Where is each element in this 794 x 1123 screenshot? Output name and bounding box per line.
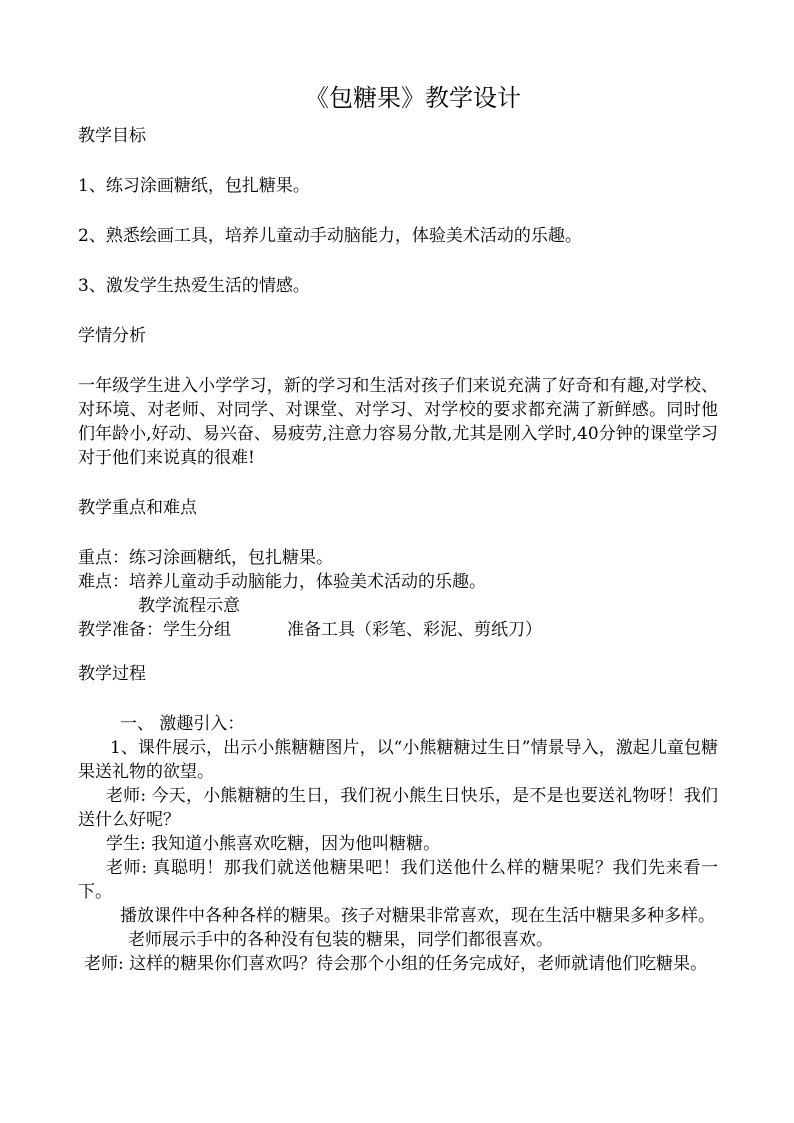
goal-item-1: 1、练习涂画糖纸，包扎糖果。	[78, 176, 310, 196]
process-paragraph-5: 播放课件中各种各样的糖果。孩子对糖果非常喜欢，现在生活中糖果多种多样。	[120, 906, 715, 926]
document-body	[78, 82, 718, 976]
analysis-paragraph: 一年级学生进入小学学习，新的学习和生活对孩子们来说充满了好奇和有趣,对学校、对环境、对老师、对同学、对课堂、对学习、对学校的要求都充满了新鲜感。同时他们年龄小,好动、易兴奋、易疲劳,注意力容易分散,尤其是刚入学时,40分钟的课堂学习对于他们来说真的很难!	[78, 376, 718, 468]
process-paragraph-3: 学生: 我知道小熊喜欢吃糖，因为他叫糖糖。	[106, 834, 441, 854]
preparation-row	[78, 618, 718, 642]
process-paragraph-7: 老师: 这样的糖果你们喜欢吗？待会那个小组的任务完成好，老师就请他们吃糖果。	[84, 954, 708, 974]
difficulty-point: 难点：培养儿童动手动脑能力，体验美术活动的乐趣。	[78, 572, 486, 592]
process-paragraph-1: 1、课件展示，出示小熊糖糖图片，以“小熊糖糖过生日”情景导入，激起儿童包糖果送礼物的欲望。	[78, 738, 718, 782]
process-paragraph-6: 老师展示手中的各种没有包装的糖果，同学们都很喜欢。	[128, 930, 553, 950]
preparation-tools: 准备工具（彩笔、彩泥、剪纸刀）	[287, 620, 542, 640]
focus-point: 重点：练习涂画糖纸，包扎糖果。	[78, 548, 333, 568]
flow-caption: 教学流程示意	[138, 596, 240, 616]
process-section-1: 一、 激趣引入：	[120, 714, 245, 734]
process-heading: 教学过程	[78, 664, 146, 684]
key-points-heading: 教学重点和难点	[78, 498, 197, 518]
preparation-groups: 教学准备：学生分组	[78, 620, 231, 640]
goal-item-3: 3、激发学生热爱生活的情感。	[78, 276, 310, 296]
goals-heading: 教学目标	[78, 126, 146, 146]
process-paragraph-2: 老师: 今天，小熊糖糖的生日，我们祝小熊生日快乐，是不是也要送礼物呀！我们送什么好呢？	[78, 786, 718, 830]
process-paragraph-4: 老师: 真聪明！那我们就送他糖果吧！我们送他什么样的糖果呢？我们先来看一下。	[78, 858, 718, 902]
analysis-heading: 学情分析	[78, 326, 146, 346]
document-title: 《包糖果》教学设计	[305, 84, 521, 112]
goal-item-2: 2、熟悉绘画工具，培养儿童动手动脑能力，体验美术活动的乐趣。	[78, 226, 582, 246]
